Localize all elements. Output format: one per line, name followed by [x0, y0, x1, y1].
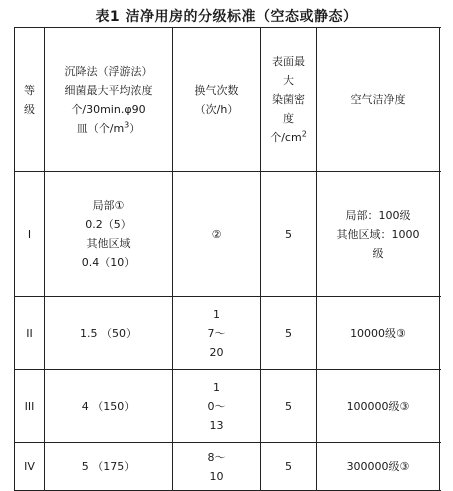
cell-cleanliness: 局部：100级 其他区域：1000 级 [317, 172, 440, 297]
cell-settle: 4 （150） [45, 370, 173, 443]
cell-grade: II [15, 297, 45, 370]
header-settle-method: 沉降法（浮游法） 细菌最大平均浓度 个/30min.φ90 皿（个$/m^3$） [45, 28, 173, 172]
cell-air-changes: ② [173, 172, 261, 297]
table-row [15, 297, 440, 370]
table-title: 表1 洁净用房的分级标准（空态或静态） [95, 9, 358, 25]
cell-cleanliness: 300000级③ [317, 443, 440, 491]
header-row [15, 28, 440, 172]
cell-cleanliness: 100000级③ [317, 370, 440, 443]
cell-surface: 5 [261, 370, 317, 443]
cell-settle: 局部① 0.2（5） 其他区域 0.4（10） [45, 172, 173, 297]
cell-grade: I [15, 172, 45, 297]
cell-surface: 5 [261, 297, 317, 370]
header-cleanliness: 空气洁净度 [317, 28, 440, 172]
table-row [15, 370, 440, 443]
cell-air-changes: 1 7～ 20 [173, 297, 261, 370]
table-row [15, 443, 440, 491]
table-row [15, 172, 440, 297]
header-grade: 等 级 [15, 28, 45, 172]
cell-surface: 5 [261, 443, 317, 491]
cell-air-changes: 1 0～ 13 [173, 370, 261, 443]
cell-settle: 1.5 （50） [45, 297, 173, 370]
cleanroom-grade-table [14, 27, 440, 491]
cell-grade: III [15, 370, 45, 443]
cell-grade: IV [15, 443, 45, 491]
cell-surface: 5 [261, 172, 317, 297]
cell-settle: 5 （175） [45, 443, 173, 491]
cell-cleanliness: 10000级③ [317, 297, 440, 370]
cell-air-changes: 8～ 10 [173, 443, 261, 491]
header-surface-density: 表面最 大 染菌密 度 个$/cm^2$ [261, 28, 317, 172]
header-air-changes: 换气次数（次/h） [173, 28, 261, 172]
